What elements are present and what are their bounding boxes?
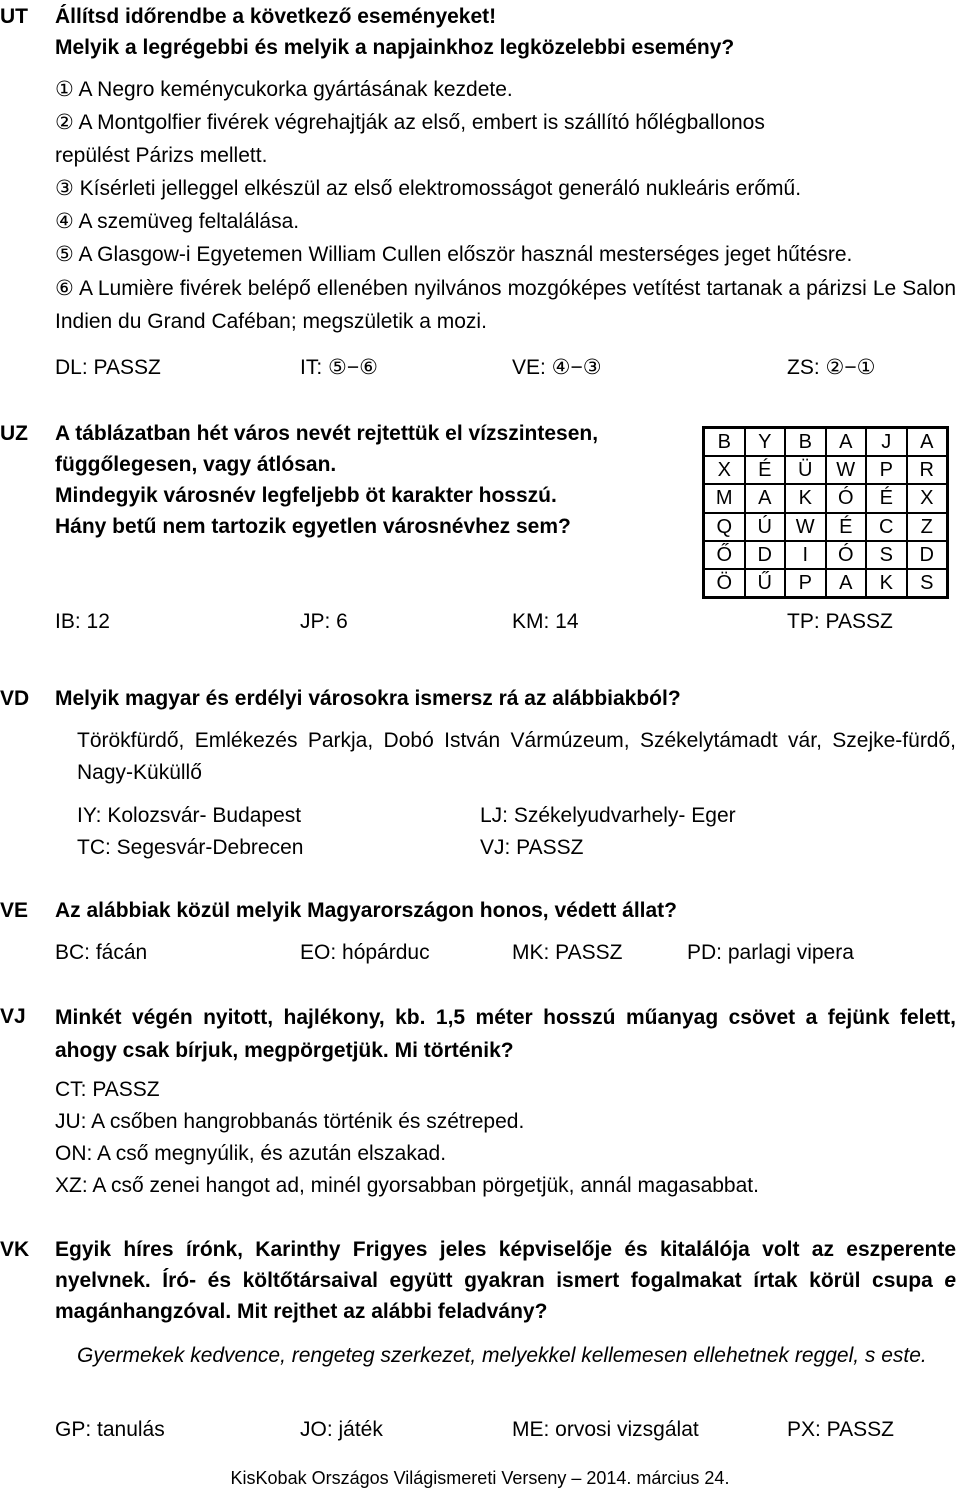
answer-option: IB: 12 xyxy=(55,610,110,633)
answer-option: GP: tanulás xyxy=(55,1418,165,1441)
list-item: ④ A szemüveg feltalálása. xyxy=(55,210,300,233)
answer-option: JP: 6 xyxy=(300,610,348,633)
answer-option: ZS: ②−① xyxy=(787,356,876,379)
grid-cell: I xyxy=(785,541,826,569)
answer-option: ME: orvosi vizsgálat xyxy=(512,1418,699,1441)
answer-option: XZ: A cső zenei hangot ad, minél gyorsabban pörgetjük, annál magasabbat. xyxy=(55,1174,759,1197)
answer-option: KM: 14 xyxy=(512,610,579,633)
question-body xyxy=(55,683,956,714)
grid-cell: K xyxy=(866,569,907,597)
grid-cell: Ű xyxy=(745,569,786,597)
grid-cell: B xyxy=(704,428,745,456)
list-item: ⑤ A Glasgow-i Egyetemen William Cullen először használ mesterséges jeget hűtésre. xyxy=(55,243,853,266)
answer-option: IT: ⑤−⑥ xyxy=(300,356,378,379)
question-text-part: Egyik híres írónk, Karinthy Frigyes jeles képviselője és kitalálója volt az eszperente nyelvnek. Író- és költőtársaival együtt gyakran ismert fogalmakat írtak körül csupa xyxy=(55,1238,956,1292)
question-text xyxy=(55,1234,956,1327)
grid-cell: Z xyxy=(907,513,948,541)
answer-option: VE: ④−③ xyxy=(512,356,602,379)
grid-cell: Ü xyxy=(785,456,826,484)
answer-options xyxy=(55,1414,955,1446)
grid-cell: Q xyxy=(704,513,745,541)
answer-option: ON: A cső megnyúlik, és azután elszakad. xyxy=(55,1142,447,1165)
question-text: A táblázatban hét város nevét rejtettük el vízszintesen, xyxy=(55,422,599,445)
question-text: függőlegesen, vagy átlósan. xyxy=(55,453,337,476)
grid-cell: K xyxy=(785,484,826,512)
grid-cell: A xyxy=(907,428,948,456)
grid-cell: P xyxy=(785,569,826,597)
grid-cell: A xyxy=(826,569,867,597)
answer-option: VJ: PASSZ xyxy=(480,836,584,859)
grid-cell: P xyxy=(866,456,907,484)
question-text: Mindegyik városnév legfeljebb öt karakter hosszú. xyxy=(55,484,557,507)
grid-cell: M xyxy=(704,484,745,512)
grid-cell: D xyxy=(745,541,786,569)
grid-cell: B xyxy=(785,428,826,456)
grid-cell: D xyxy=(907,541,948,569)
list-item: ① A Negro keménycukorka gyártásának kezdete. xyxy=(55,78,513,101)
question-body xyxy=(55,1,956,338)
answer-options xyxy=(55,937,955,969)
answer-option: PD: parlagi vipera xyxy=(687,941,854,964)
grid-cell: A xyxy=(745,484,786,512)
list-item: ⑥ A Lumière fivérek belépő ellenében nyilvános mozgóképes vetítést tartanak a párizsi Le Salon Indien du Grand Caféban; megszületik a mozi. xyxy=(55,277,956,333)
list-item: repülést Párizs mellett. xyxy=(55,144,268,167)
grid-cell: W xyxy=(785,513,826,541)
question-text: Minkét végén nyitott, hajlékony, kb. 1,5 méter hosszú műanyag csövet a fejünk felett, ahogy csak bírjuk, megpörgetjük. Mi történik? xyxy=(55,1006,956,1062)
list-item: ② A Montgolfier fivérek végrehajtják az első, embert is szállító hőlégballonos xyxy=(55,111,765,134)
question-code: UT xyxy=(0,5,28,28)
question-body xyxy=(55,895,956,926)
grid-cell: Y xyxy=(745,428,786,456)
grid-cell: J xyxy=(866,428,907,456)
question-text-part: e xyxy=(944,1269,956,1292)
letter-grid xyxy=(702,426,949,599)
question-text: Melyik magyar és erdélyi városokra ismersz rá az alábbiakból? xyxy=(55,687,681,710)
question-text-part: magánhangzóval. Mit rejthet az alábbi feladvány? xyxy=(55,1300,548,1323)
question-text: Az alábbiak közül melyik Magyarországon honos, védett állat? xyxy=(55,899,677,922)
grid-cell: É xyxy=(866,484,907,512)
question-code: VJ xyxy=(0,1005,26,1028)
grid-cell: É xyxy=(745,456,786,484)
answer-option: BC: fácán xyxy=(55,941,148,964)
answer-options xyxy=(55,606,955,638)
answer-option: LJ: Székelyudvarhely- Eger xyxy=(480,804,736,827)
grid-cell: S xyxy=(907,569,948,597)
grid-cell: X xyxy=(704,456,745,484)
answer-option: PX: PASSZ xyxy=(787,1418,894,1441)
grid-cell: Ó xyxy=(826,484,867,512)
question-text: Hány betű nem tartozik egyetlen városnévhez sem? xyxy=(55,515,571,538)
question-body xyxy=(55,418,695,542)
answer-option: JO: játék xyxy=(300,1418,383,1441)
answer-options xyxy=(55,352,955,384)
grid-cell: S xyxy=(866,541,907,569)
grid-cell: A xyxy=(826,428,867,456)
answer-option: TP: PASSZ xyxy=(787,610,893,633)
question-code: VD xyxy=(0,687,30,710)
question-code: VE xyxy=(0,899,29,922)
answer-options xyxy=(55,1074,956,1202)
question-code: VK xyxy=(0,1238,30,1261)
answer-options xyxy=(77,800,960,864)
answer-option: TC: Segesvár-Debrecen xyxy=(77,836,304,859)
question-text: Állítsd időrendbe a következő eseményeket! xyxy=(55,5,497,28)
clue-text: Gyermekek kedvence, rengeteg szerkezet, melyekkel kellemesen ellehetnek reggel, s este. xyxy=(77,1344,927,1367)
answer-option: IY: Kolozsvár- Budapest xyxy=(77,804,302,827)
answer-option: MK: PASSZ xyxy=(512,941,623,964)
question-text: Melyik a legrégebbi és melyik a napjainkhoz legközelebbi esemény? xyxy=(55,36,735,59)
question-code: UZ xyxy=(0,422,28,445)
grid-cell: W xyxy=(826,456,867,484)
answer-option: EO: hópárduc xyxy=(300,941,430,964)
list-item: ③ Kísérleti jelleggel elkészül az első elektromosságot generáló nukleáris erőmű. xyxy=(55,177,802,200)
grid-cell: R xyxy=(907,456,948,484)
grid-cell: É xyxy=(826,513,867,541)
page-footer: KisKobak Országos Világismereti Verseny – 2014. március 24. xyxy=(230,1468,730,1488)
grid-cell: Ő xyxy=(704,541,745,569)
grid-cell: C xyxy=(866,513,907,541)
answer-option: DL: PASSZ xyxy=(55,356,161,379)
grid-cell: Ó xyxy=(826,541,867,569)
grid-cell: Ö xyxy=(704,569,745,597)
answer-option: CT: PASSZ xyxy=(55,1078,160,1101)
clue-text: Törökfürdő, Emlékezés Parkja, Dobó István Vármúzeum, Székelytámadt vár, Szejke-fürdő, Nagy-Küküllő xyxy=(77,729,956,784)
answer-option: JU: A csőben hangrobbanás történik és szétreped. xyxy=(55,1110,525,1133)
grid-cell: Ú xyxy=(745,513,786,541)
grid-cell: X xyxy=(907,484,948,512)
